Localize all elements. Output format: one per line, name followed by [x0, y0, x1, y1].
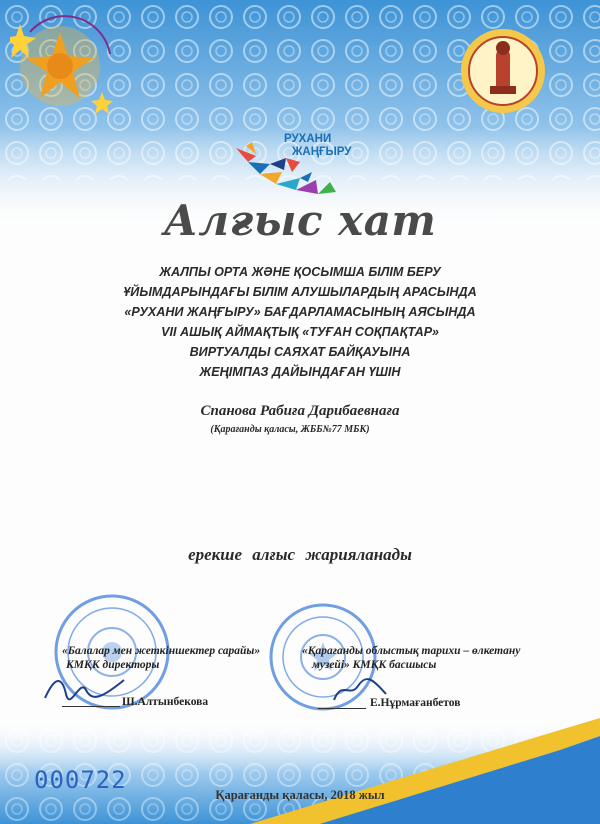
- recipient-note: (Қарағанды қаласы, ЖББ№77 МБК): [210, 424, 370, 435]
- rukhani-line1: РУХАНИ: [284, 133, 332, 145]
- certificate-title: Алғыс хат: [163, 196, 437, 245]
- recipient-name: Спанова Рабиға Дарибаевнаға: [200, 403, 400, 419]
- body-line: «РУХАНИ ЖАҢҒЫРУ» БАҒДАРЛАМАСЫНЫҢ АЯСЫНДА: [124, 305, 476, 319]
- right-org-line2: музейі» КМҚК басшысы: [312, 659, 437, 671]
- body-line: ЖАЛПЫ ОРТА ЖӘНЕ ҚОСЫМША БІЛІМ БЕРУ: [159, 265, 441, 279]
- bottom-decorative-band: [0, 690, 600, 824]
- certificate-body: [60, 262, 540, 382]
- right-signatory-org: [302, 644, 520, 672]
- body-line: VII АШЫҚ АЙМАҚТЫҚ «ТУҒАН СОҚПАҚТАР»: [161, 325, 439, 339]
- museum-emblem-icon: [458, 26, 548, 116]
- left-org-line1: «Балалар мен жеткіншектер сарайы»: [62, 645, 261, 657]
- announcement-text: ерекше алғыс жарияланады: [188, 545, 412, 564]
- left-signatory-name: Ш.Алтынбекова: [122, 696, 209, 708]
- body-line: ЖЕҢІМПАЗ ДАЙЫНДАҒАН ҮШІН: [199, 365, 401, 379]
- serial-number: 000722: [34, 766, 127, 794]
- right-signatory-name: Е.Нұрмағанбетов: [370, 697, 461, 709]
- left-org-line2: КМҚК директоры: [66, 659, 160, 671]
- rukhani-line2: ЖАҢҒЫРУ: [292, 146, 352, 158]
- rukhani-zhangyru-wordmark: [284, 133, 351, 159]
- palace-emblem-icon: [10, 14, 120, 114]
- body-line: ВИРТУАЛДЫ САЯХАТ БАЙҚАУЫНА: [189, 345, 411, 359]
- footer-place-date: Қарағанды қаласы, 2018 жыл: [215, 788, 385, 802]
- body-line: ҰЙЫМДАРЫНДАҒЫ БІЛІМ АЛУШЫЛАРДЫҢ АРАСЫНДА: [123, 285, 477, 299]
- right-org-line1: «Қарағанды облыстық тарихи – өлкетану: [302, 645, 521, 657]
